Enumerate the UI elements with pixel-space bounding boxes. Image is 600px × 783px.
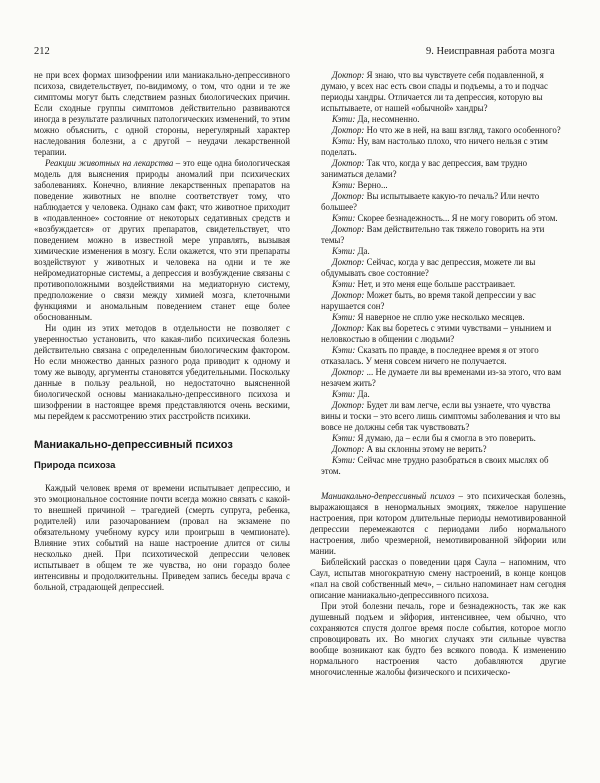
dialogue-line [310, 444, 566, 455]
utterance: А вы склонны этому не верить? [366, 444, 487, 454]
paragraph: не при всех формах шизофрении или маниакально-депрессивного психоза, свидетельствует, по-видимому, о том, что одни и те же симптомы могут быть следствием разных биологических причин. Если сходные группы симптомов действительно развиваются иногда в результате различных патологических изменений, то этим можно объяснить, с одной стороны, нерегулярный характер наследования болезни, а с другой – неудачи лекарственной терапии. [34, 70, 290, 157]
paragraph [310, 491, 566, 557]
dialogue-line [310, 246, 566, 257]
section-heading: Маниакально-депрессивный психоз [34, 439, 233, 451]
dialogue-line [310, 367, 566, 389]
dialogue-line [310, 213, 566, 224]
utterance: Я думаю, да – если бы я смогла в это поверить. [357, 433, 536, 443]
speaker-label: Доктор: [332, 444, 365, 454]
utterance: ... Не думаете ли вы временами из-за этого, что вам незачем жить? [321, 367, 562, 388]
utterance: Вы испытываете какую-то печаль? Или нечто большее? [321, 191, 540, 212]
dialogue-line [310, 345, 566, 367]
dialogue-line [310, 136, 566, 158]
speaker-label: Кэти: [332, 213, 356, 223]
utterance: Да. [357, 389, 370, 399]
paragraph [34, 158, 290, 323]
utterance: Ну, вам настолько плохо, что ничего нельзя с этим поделать. [321, 136, 548, 157]
left-column [34, 70, 290, 593]
dialogue-line [310, 114, 566, 125]
speaker-label: Кэти: [332, 180, 356, 190]
right-column [310, 70, 566, 678]
paragraph-text: – это психическая болезнь, выражающаяся в ненормальных эмоциях, тяжелое нарушение настроения, при котором длительные периоды немотивированной депрессии перемежаются с периодами либо нормального настроения, либо чрезмерной, немотивированной эйфории или мании. [310, 491, 567, 556]
speaker-label: Доктор: [332, 191, 365, 201]
speaker-label: Доктор: [332, 323, 365, 333]
running-header: 9. Неисправная работа мозга [426, 46, 555, 57]
dialogue-line [310, 279, 566, 290]
utterance: Как вы боретесь с этими чувствами – унынием и неловкостью в общении с людьми? [321, 323, 552, 344]
speaker-label: Кэти: [332, 389, 356, 399]
speaker-label: Доктор: [332, 400, 365, 410]
speaker-label: Кэти: [332, 433, 356, 443]
utterance: Может быть, во время такой депрессии у вас нарушается сон? [321, 290, 536, 311]
speaker-label: Кэти: [332, 246, 356, 256]
speaker-label: Доктор: [332, 224, 365, 234]
utterance: Сказать по правде, в последнее время я от этого отказалась. У меня совсем ничего не получается. [321, 345, 539, 366]
utterance: Да, несомненно. [357, 114, 420, 124]
paragraph-text: – это еще одна биологическая модель для выяснения природы аномалий при психических заболеваниях. Конечно, влияние лекарственных препаратов на поведение животных не вполне соответствует тому, что наблюдается у человека. Однако сам факт, что животное приходит в «подавленное» состояние от некоторых седативных средств и «возбуждается» от других препаратов, свидетельствует, что поведением можно в известной мере управлять, вызывая химические изменения в мозгу. Если окажется, что эти препараты воздействуют у животных и человека на одни и те же нейромедиаторные системы, а депрессия и возбуждение связаны с противоположными воздействиями на медиаторную систему, предположение о связи между химией мозга, клеточными функциями и аномальным поведением станет еще более обоснованным. [34, 158, 290, 322]
utterance: Сейчас, когда у вас депрессия, можете ли вы обдумывать свое состояние? [321, 257, 536, 278]
dialogue-line [310, 400, 566, 433]
utterance: Я знаю, что вы чувствуете себя подавленной, я думаю, у всех нас есть свои спады и подъемы, а то и подчас периоды хандры. Отличается ли та депрессия, которую вы испытываете, от нашей «обычной» хандры? [321, 70, 548, 113]
speaker-label: Доктор: [332, 257, 365, 267]
italic-term: Маниакально-депрессивный психоз [321, 491, 455, 501]
speaker-label: Кэти: [332, 279, 356, 289]
utterance: Сейчас мне трудно разобраться в своих мыслях об этом. [321, 455, 549, 476]
dialogue-line [310, 224, 566, 246]
utterance: Нет, и это меня еще больше расстраивает. [357, 279, 516, 289]
paragraph: При этой болезни печаль, горе и безнадежность, так же как душевный подъем и эйфория, интенсивнее, чем обычно, что сохраняются спустя долгое время после события, которое могло спровоцировать их. Во многих случаях эти сильные чувства вообще возникают как будто без всякого повода. К изменению нормального настроения часто добавляются другие многочисленные жалобы физического и психическо- [310, 601, 566, 677]
speaker-label: Кэти: [332, 455, 356, 465]
speaker-label: Доктор: [332, 125, 365, 135]
dialogue-line [310, 191, 566, 213]
speaker-label: Кэти: [332, 312, 356, 322]
dialogue-line [310, 433, 566, 444]
page-number: 212 [34, 46, 50, 57]
dialogue-line [310, 389, 566, 400]
subsection-heading: Природа психоза [34, 460, 116, 471]
utterance: Верно... [357, 180, 388, 190]
utterance: Вам действительно так тяжело говорить на эти темы? [321, 224, 545, 245]
dialogue-line [310, 70, 566, 114]
speaker-label: Доктор: [332, 290, 365, 300]
dialogue-line [310, 180, 566, 191]
utterance: Да. [357, 246, 370, 256]
utterance: Скорее безнадежность... Я не могу говорить об этом. [357, 213, 558, 223]
paragraph: Библейский рассказ о поведении царя Саула – напомним, что Саул, испытав многократную смену настроений, в конце концов «пал на свой собственный меч», – сильно напоминает нам сегодня описание маниакально-депрессивного психоза. [310, 557, 566, 600]
dialogue-line [310, 455, 566, 477]
speaker-label: Кэти: [332, 345, 356, 355]
utterance: Будет ли вам легче, если вы узнаете, что чувства вины и тоски – это всего лишь симптомы заболевания и что вы вовсе не должны себя так чувствовать? [321, 400, 561, 432]
dialogue-line [310, 323, 566, 345]
speaker-label: Доктор: [332, 367, 365, 377]
dialogue-line [310, 158, 566, 180]
paragraph: Ни один из этих методов в отдельности не позволяет с уверенностью установить, что какая-либо психическая болезнь действительно связана с определенным биологическим фактором. Но если множество данных разного рода приводит к одному и тому же выводу, аргументы становятся убедительными. Поскольку данные в пользу реальной, но недостаточно выясненной биологической основы маниакально-депрессивного психоза и шизофрении в настоящее время представляются очень вескими, мы перейдем к рассмотрению этих расстройств психики. [34, 323, 290, 421]
dialogue-line [310, 290, 566, 312]
dialogue-line [310, 257, 566, 279]
paragraph: Каждый человек время от времени испытывает депрессию, и это эмоциональное состояние почти всегда можно связать с какой-то внешней причиной – трагедией (смерть супруга, ребенка, родителей) или разочарованием (провал на экзамене по обязательному учебному курсу или проигрыш в чемпионате). Влияние этих событий на наше настроение длится от силы несколько дней. При психотической депрессии человек испытывает в общем те же чувства, но они гораздо более интенсивны и продолжительны. Приведем запись беседы врача с больной, страдающей депрессией. [34, 483, 290, 592]
dialogue-line [310, 125, 566, 136]
speaker-label: Доктор: [332, 158, 365, 168]
italic-term: Реакции животных на лекарства [45, 158, 174, 168]
utterance: Так что, когда у вас депрессия, вам трудно заниматься делами? [321, 158, 528, 179]
utterance: Я наверное не сплю уже несколько месяцев. [357, 312, 525, 322]
speaker-label: Кэти: [332, 136, 356, 146]
utterance: Но что же в ней, на ваш взгляд, такого особенного? [366, 125, 561, 135]
speaker-label: Кэти: [332, 114, 356, 124]
dialogue-transcript [310, 70, 566, 477]
speaker-label: Доктор: [332, 70, 365, 80]
dialogue-line [310, 312, 566, 323]
